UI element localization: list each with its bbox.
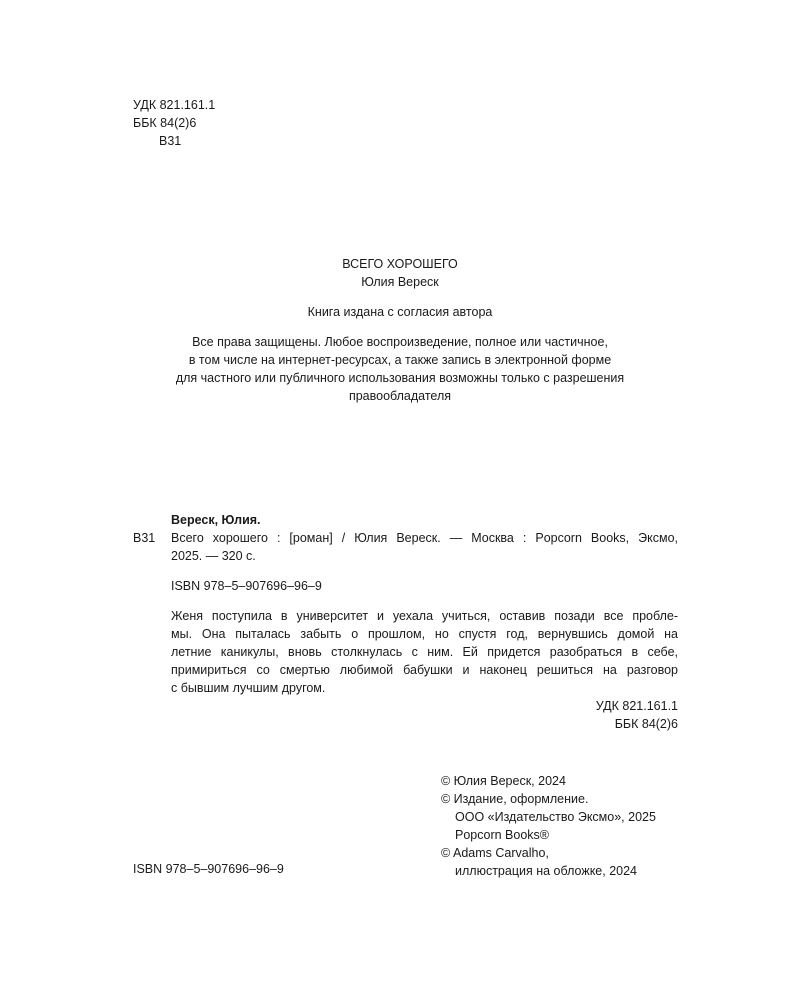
catalog-author-heading: Вереск, Юлия. [171,513,261,527]
copyright-line: © Adams Carvalho, [441,846,549,860]
catalog-udk: УДК 821.161.1 [595,699,678,713]
catalog-entry-line: Всего хорошего : [роман] / Юлия Вереск. — Москва : Popcorn Books, Эксмо, [171,531,678,545]
bottom-isbn: ISBN 978–5–907696–96–9 [133,862,284,876]
copyright-block [441,772,656,880]
annotation-line: примириться со смертью любимой бабушки и наконец решиться на разговор [171,663,678,677]
catalog-code: В31 [133,531,156,545]
catalog-record [133,511,678,733]
annotation-line: с бывшим лучшим другом. [171,681,326,695]
catalog-entry-line: 2025. — 320 с. [171,549,256,563]
author-mark: В31 [159,134,182,148]
annotation-line: летние каникулы, вновь столкнулась с ним. Ей придется разобраться в себе, [171,645,678,659]
annotation-line: Женя поступила в университет и уехала учиться, оставив позади все пробле- [171,609,678,623]
rights-line: правообладателя [348,389,452,403]
copyright-line: иллюстрация на обложке, 2024 [455,864,638,878]
annotation [133,607,678,697]
rights-line: для частного или публичного использования возможны только с разрешения [175,371,625,385]
title-block [0,255,800,405]
catalog-isbn: ISBN 978–5–907696–96–9 [171,579,322,593]
consent-note: Книга издана с согласия автора [307,305,493,319]
catalog-bbk: ББК 84(2)6 [614,717,678,731]
book-author: Юлия Вереск [361,275,439,289]
rights-line: в том числе на интернет-ресурсах, а также запись в электронной форме [188,353,612,367]
copyright-line: © Издание, оформление. [441,792,589,806]
rights-line: Все права защищены. Любое воспроизведение, полное или частичное, [192,335,608,349]
book-title: ВСЕГО ХОРОШЕГО [342,257,458,271]
copyright-line: Popcorn Books® [455,828,549,842]
udk-code: УДК 821.161.1 [133,98,216,112]
copyright-line: © Юлия Вереск, 2024 [441,774,566,788]
copyright-line: ООО «Издательство Эксмо», 2025 [455,810,656,824]
annotation-line: мы. Она пыталась забыть о прошлом, но спустя год, вернувшись домой на [171,627,678,641]
bbk-code: ББК 84(2)6 [133,116,197,130]
top-classification-codes [133,96,215,150]
